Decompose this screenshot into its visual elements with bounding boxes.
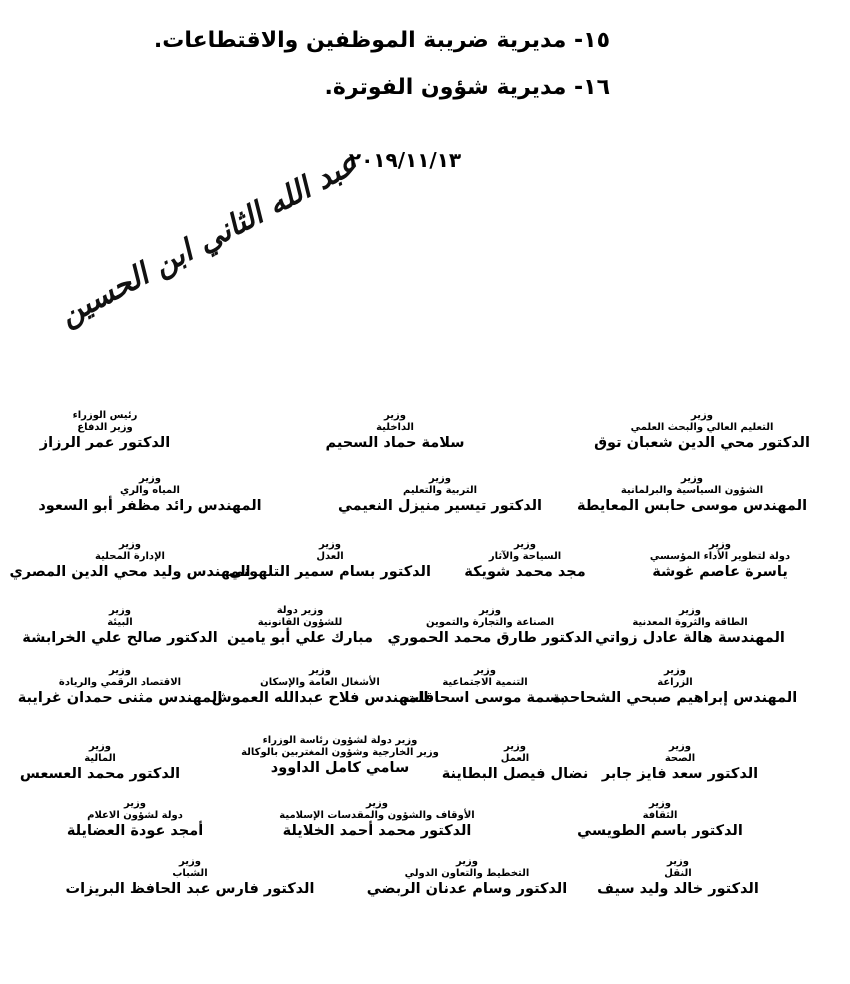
signer-portfolio: الأشغال العامة والإسكان	[260, 677, 380, 688]
signer-role: وزير	[456, 856, 478, 867]
signer-block	[9, 539, 250, 582]
list-item: ١٥- مديرية ضريبة الموظفين والاقتطاعات.	[153, 28, 610, 53]
list-item: ١٦- مديرية شؤون الفوترة.	[324, 75, 610, 100]
signer-name: سلامة حماد السحيم	[325, 435, 465, 451]
signer-block	[367, 856, 567, 899]
signer-name: مجد محمد شويكة	[464, 564, 586, 580]
signer-block	[212, 665, 429, 708]
signer-portfolio: العمل	[500, 753, 530, 764]
signer-name: الدكتور طارق محمد الحموري	[387, 630, 593, 646]
signer-name: المهندس رائد مظفر أبو السعود	[38, 498, 262, 514]
signer-role: وزير	[709, 539, 731, 550]
signer-portfolio: الإدارة المحلية	[95, 551, 165, 562]
signer-block	[594, 410, 810, 453]
signer-block	[38, 473, 261, 516]
signer-name: المهندس موسى حابس المعايطة	[576, 498, 808, 514]
signer-portfolio: الاقتصاد الرقمي والريادة	[58, 677, 182, 688]
signer-role: رئيس الوزراء	[72, 410, 138, 421]
signer-portfolio: التربية والتعليم	[403, 485, 477, 496]
royal-signature: عبد الله الثاني ابن الحسين	[53, 146, 364, 333]
signer-portfolio: التنمية الاجتماعية	[442, 677, 528, 688]
signer-role: وزير	[691, 410, 713, 421]
signer-name: الدكتور عمر الرزاز	[39, 435, 171, 451]
signer-portfolio: السياحة والآثار	[488, 551, 562, 562]
signer-name: الدكتور خالد وليد سيف	[597, 881, 759, 897]
signer-role: وزير	[109, 605, 131, 616]
signer-name: الدكتور محي الدين شعبان توق	[594, 435, 810, 451]
signer-role: وزير	[649, 798, 671, 809]
signer-name: ياسرة عاصم غوشة	[652, 564, 788, 580]
signer-block	[40, 410, 170, 453]
signer-role: وزير	[474, 665, 496, 676]
signer-role: وزير دولة	[276, 605, 324, 616]
signer-portfolio: للشؤون القانونية	[257, 617, 343, 628]
signer-role: وزير	[479, 605, 501, 616]
signer-block	[650, 539, 790, 582]
signer-role: وزير	[514, 539, 536, 550]
signer-name: المهندس فلاح عبدالله العموش	[211, 690, 429, 706]
signer-name: المهندس وليد محي الدين المصري	[9, 564, 251, 580]
signer-block	[22, 605, 217, 648]
signer-role: وزير	[664, 665, 686, 676]
signer-portfolio: الأوقاف والشؤون والمقدسات الإسلامية	[279, 810, 475, 821]
signer-name: نضال فيصل البطاينة	[441, 766, 589, 782]
signer-block	[553, 665, 797, 708]
signer-portfolio: الطاقة والثروة المعدنية	[632, 617, 748, 628]
signer-role: وزير	[429, 473, 451, 484]
signer-role: وزير	[319, 539, 341, 550]
signer-name: الدكتور محمد العسعس	[19, 766, 181, 782]
signer-name: الدكتور باسم الطويسي	[577, 823, 743, 839]
signer-name: الدكتور سعد فايز جابر	[601, 766, 759, 782]
signer-role: وزير	[309, 665, 331, 676]
signer-portfolio: التخطيط والتعاون الدولي	[404, 868, 530, 879]
signer-portfolio: دولة لتطوير الأداء المؤسسي	[649, 551, 791, 562]
signer-block	[325, 410, 464, 453]
signer-portfolio: دولة لشؤون الاعلام	[87, 810, 183, 821]
signer-role: وزير	[504, 741, 526, 752]
signer-block	[577, 473, 807, 516]
signer-role: وزير	[384, 410, 406, 421]
signer-portfolio: الزراعة	[657, 677, 693, 688]
signer-role: وزير دولة لشؤون رئاسة الوزراء	[262, 735, 418, 746]
signer-portfolio: المالية	[84, 753, 116, 764]
signer-block	[577, 798, 743, 841]
signer-block	[338, 473, 542, 516]
signer-block	[442, 741, 589, 784]
signer-block	[602, 741, 758, 784]
signer-block	[388, 605, 593, 648]
signer-name: مبارك علي أبو يامين	[227, 630, 373, 646]
signer-portfolio: الثقافة	[642, 810, 678, 821]
signer-name: المهندسة هالة عادل زواتي	[595, 630, 785, 646]
signer-name: سامي كامل الداوود	[270, 760, 410, 776]
signer-role: وزير	[669, 741, 691, 752]
signer-role: وزير	[679, 605, 701, 616]
signer-role: وزير	[366, 798, 388, 809]
signer-block	[405, 665, 565, 708]
signer-name: الدكتور تيسير منيزل النعيمي	[337, 498, 543, 514]
signer-name: المهندس مثنى حمدان غرايبة	[17, 690, 223, 706]
signer-name: أمجد عودة العضايلة	[66, 823, 204, 839]
signer-block	[279, 798, 474, 841]
signer-block	[67, 798, 203, 841]
signer-role: وزير	[139, 473, 161, 484]
signer-block	[18, 665, 223, 708]
signer-role: وزير	[119, 539, 141, 550]
signer-name: الدكتور بسام سمير التلهوني	[229, 564, 431, 580]
signer-role: وزير	[179, 856, 201, 867]
signer-portfolio: العدل	[316, 551, 344, 562]
signer-portfolio: وزير الدفاع	[77, 422, 133, 433]
signer-block	[20, 741, 180, 784]
decree-date: ٢٠١٩/١١/١٣	[348, 148, 462, 172]
signer-name: الدكتور فارس عبد الحافظ البريزات	[65, 881, 315, 897]
signer-block	[227, 605, 373, 648]
signer-portfolio: الشؤون السياسية والبرلمانية	[620, 485, 764, 496]
signer-name: الدكتور صالح علي الخرابشة	[22, 630, 218, 646]
signer-portfolio: المياه والري	[120, 485, 180, 496]
signer-portfolio: النقل	[664, 868, 692, 879]
signer-role: وزير	[667, 856, 689, 867]
signer-block	[229, 539, 431, 582]
signer-portfolio: الداخلية	[376, 422, 414, 433]
signer-block	[464, 539, 585, 582]
signer-block	[597, 856, 759, 899]
signer-block	[241, 735, 439, 778]
signer-role: وزير	[109, 665, 131, 676]
signer-role: وزير	[124, 798, 146, 809]
signer-role: وزير	[681, 473, 703, 484]
signer-portfolio: التعليم العالي والبحث العلمي	[630, 422, 774, 433]
signer-block	[66, 856, 315, 899]
signer-block	[595, 605, 785, 648]
signer-name: الدكتور محمد أحمد الخلايلة	[282, 823, 472, 839]
signer-portfolio: البيئة	[107, 617, 133, 628]
signer-role: وزير	[89, 741, 111, 752]
signer-portfolio: الصحة	[664, 753, 696, 764]
signer-portfolio: الشباب	[172, 868, 208, 879]
signer-name: الدكتور وسام عدنان الربضي	[366, 881, 568, 897]
signer-portfolio: الصناعة والتجارة والتموين	[425, 617, 555, 628]
signer-name: بسمة موسى اسحاقات	[404, 690, 566, 706]
signer-portfolio: وزير الخارجية وشؤون المغتربين بالوكالة	[241, 747, 439, 758]
signer-name: المهندس إبراهيم صبحي الشحاحدة	[552, 690, 798, 706]
